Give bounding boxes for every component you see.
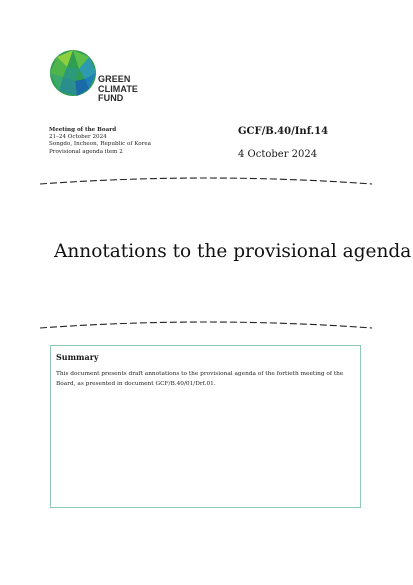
logo-wordmark [98, 75, 138, 104]
meeting-location: Songdo, Incheon, Republic of Korea [49, 141, 151, 148]
summary-text: This document presents draft annotations to the provisional agenda of the fortieth meeting of the Board, as presented in document GCF/B.40/01/Drf.01. [56, 371, 344, 387]
logo-line-3: FUND [98, 93, 124, 103]
meeting-title: Meeting of the Board [49, 127, 117, 133]
meeting-info [49, 127, 151, 156]
meeting-dates: 21–24 October 2024 [49, 134, 107, 141]
summary-box [50, 345, 361, 508]
agenda-item: Provisional agenda item 2 [49, 148, 123, 155]
logo-line-1: GREEN [98, 74, 131, 84]
top-divider [40, 174, 372, 190]
page-title: Annotations to the provisional agenda [54, 241, 412, 262]
document-date: 4 October 2024 [238, 149, 318, 160]
bottom-divider [40, 318, 372, 334]
document-symbol: GCF/B.40/Inf.14 [238, 126, 329, 137]
summary-heading: Summary [56, 352, 99, 362]
gcf-logo [49, 49, 149, 109]
logo-line-2: CLIMATE [98, 83, 139, 94]
globe-icon [49, 49, 97, 97]
